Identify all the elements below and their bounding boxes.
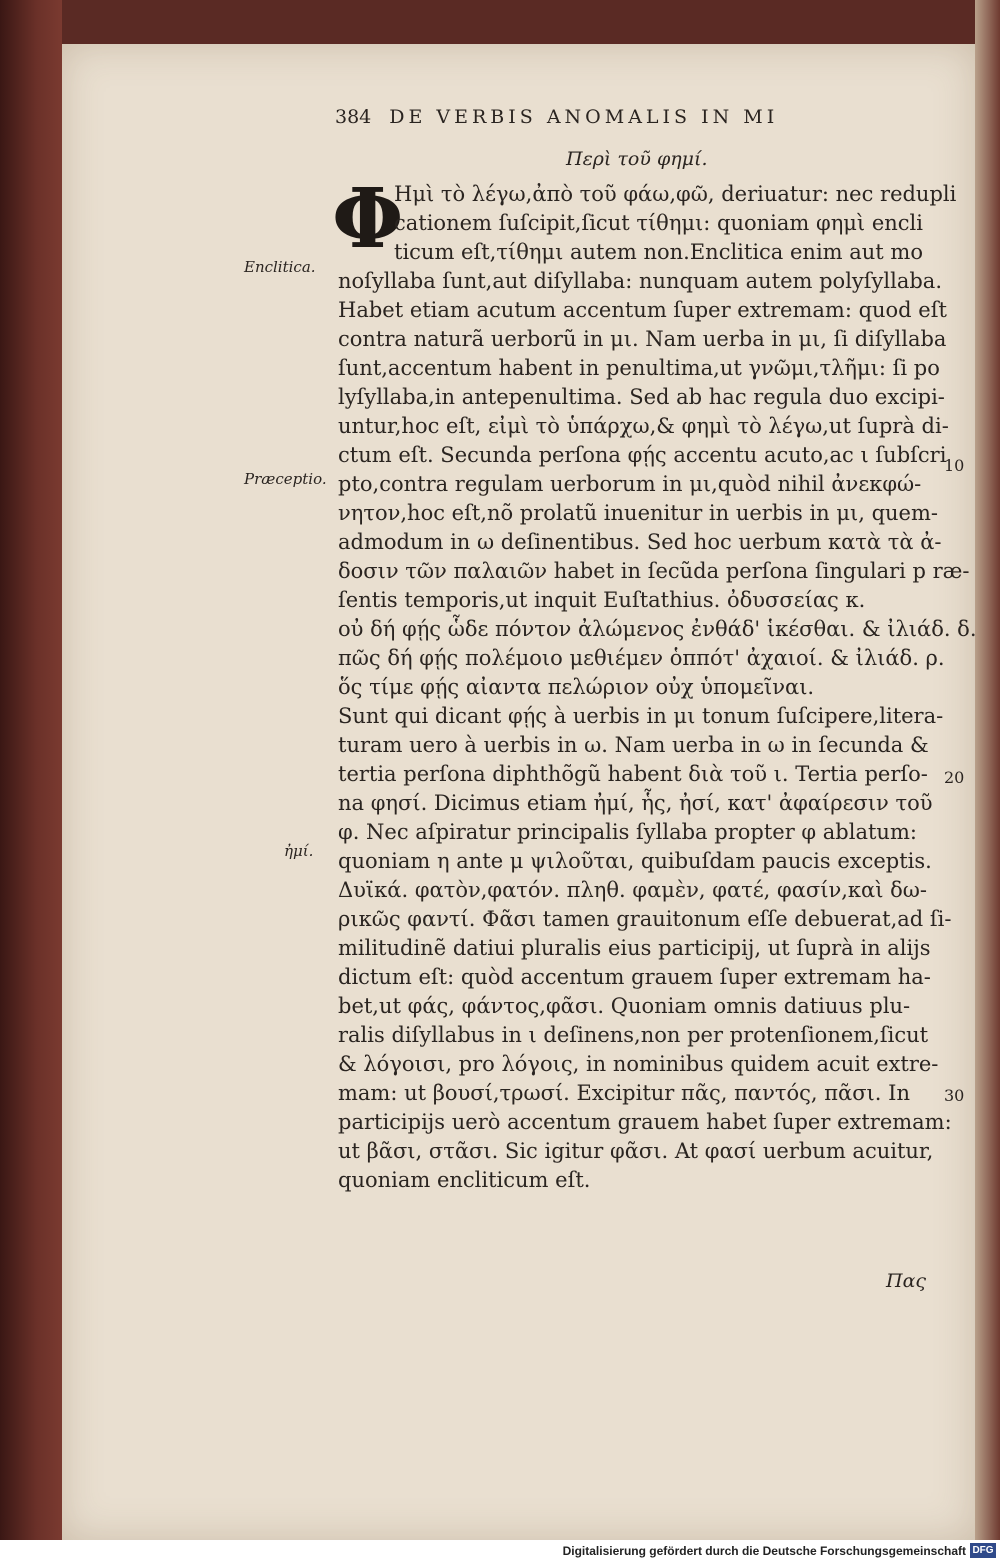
text-line: οὐ δή φῄς ὧδε πόντον ἀλώμενος ἐνθάδ' ἱκέσθαι. & ἰλιάδ. δ. bbox=[338, 617, 977, 641]
text-line: Habet etiam acutum accentum ſuper extremam: quod eſt bbox=[338, 298, 947, 322]
text-line: φ. Nec aſpiratur principalis ſyllaba propter φ ablatum: bbox=[338, 820, 917, 844]
text-line: contra naturã uerborũ in μι. Nam uerba in μι, ſi diſyllaba bbox=[338, 327, 947, 351]
text-line: ſunt,accentum habent in penultima,ut γνῶμι,τλῆμι: ſi po bbox=[338, 356, 940, 380]
page-number: 384 bbox=[335, 106, 372, 128]
text-line: cationem ſuſcipit,ſicut τίθημι: quoniam φημὶ encli bbox=[394, 211, 923, 235]
text-line: ρικῶς φαντί. Φᾶσι tamen grauitonum eſſe debuerat,ad ſi- bbox=[338, 907, 952, 931]
text-line: pto,contra regulam uerborum in μι,quòd nihil ἀνεκφώ- bbox=[338, 472, 922, 496]
text-line: ralis diſyllabus in ι deſinens,non per protenſionem,ſicut bbox=[338, 1023, 929, 1047]
line-number: 30 bbox=[944, 1086, 965, 1105]
text-line: bet,ut φάς, φάντος,φᾶσι. Quoniam omnis datiuus plu- bbox=[338, 994, 911, 1018]
section-heading: Περὶ τοῦ φημί. bbox=[566, 148, 708, 170]
text-line: δοσιν τῶν παλαιῶν habet in ſecũda perſona ſingulari p ræ- bbox=[338, 559, 970, 583]
text-line: & λόγοισι, pro λόγοις, in nominibus quidem acuit extre- bbox=[338, 1052, 939, 1076]
text-line: turam uero à uerbis in ω. Nam uerba in ω in ſecunda & bbox=[338, 733, 929, 757]
dfg-logo: DFG bbox=[970, 1543, 996, 1558]
text-line: quoniam η ante μ ψιλοῦται, quibuſdam paucis exceptis. bbox=[338, 849, 932, 873]
page-edge-right bbox=[975, 0, 1000, 1562]
line-number: 20 bbox=[944, 768, 965, 787]
text-line: πῶς δή φῄς πολέμοιο μεθιέμεν ὁππότ' ἀχαιοί. & ἰλιάδ. ρ. bbox=[338, 646, 945, 670]
drop-capital: Φ bbox=[332, 171, 404, 267]
margin-note-enclitica: Enclitica. bbox=[244, 258, 316, 276]
footer-credit: Digitalisierung gefördert durch die Deutsche Forschungsgemeinschaft bbox=[562, 1544, 966, 1558]
text-line: quoniam encliticum eſt. bbox=[338, 1168, 591, 1192]
text-line: ut βᾶσι, στᾶσι. Sic igitur φᾶσι. At φασί uerbum acuitur, bbox=[338, 1139, 934, 1163]
text-line: noſyllaba ſunt,aut diſyllaba: nunquam autem polyſyllaba. bbox=[338, 269, 942, 293]
text-line: dictum eſt: quòd accentum grauem ſuper extremam ha- bbox=[338, 965, 931, 989]
running-title: DE VERBIS ANOMALIS IN MI bbox=[389, 106, 779, 128]
text-line: Δυϊκά. φατὸν,φατόν. πληθ. φαμὲν, φατέ, φασίν,καὶ δω- bbox=[338, 878, 927, 902]
text-line: ticum eſt,τίθημι autem non.Enclitica enim aut mo bbox=[394, 240, 923, 264]
text-line: participijs uerò accentum grauem habet ſuper extremam: bbox=[338, 1110, 952, 1134]
line-number: 10 bbox=[944, 456, 965, 475]
running-header bbox=[335, 106, 855, 128]
text-line: ſentis temporis,ut inquit Euſtathius. ὀδυσσείας κ. bbox=[338, 588, 866, 612]
text-line: militudinẽ datiui pluralis eius participij, ut ſuprà in alijs bbox=[338, 936, 931, 960]
text-line: Sunt qui dicant φῄς à uerbis in μι tonum ſuſcipere,litera- bbox=[338, 704, 944, 728]
text-line: tertia perſona diphthõgũ habent διὰ τοῦ ι. Tertia perſo- bbox=[338, 762, 928, 786]
margin-note-praeceptio: Præceptio. bbox=[244, 470, 327, 488]
text-line: na φησί. Dicimus etiam ἠμί, ἧς, ἠσί, κατ' ἀφαίρεσιν τοῦ bbox=[338, 791, 933, 815]
text-line: νητον,hoc eſt,nõ prolatũ inuenitur in uerbis in μι, quem- bbox=[338, 501, 938, 525]
text-line: mam: ut βουσί,τρωσί. Excipitur πᾶς, παντός, πᾶσι. In bbox=[338, 1081, 910, 1105]
text-line: untur,hoc eſt, εἰμὶ τὸ ὑπάρχω,& φημὶ τὸ λέγω,ut ſuprà di- bbox=[338, 414, 949, 438]
page-gutter-left bbox=[0, 0, 62, 1562]
text-line: lyſyllaba,in antepenultima. Sed ab hac regula duo excipi- bbox=[338, 385, 945, 409]
text-line: ὅς τίμε φῄς αἰαντα πελώριον οὐχ ὑπομεῖναι. bbox=[338, 675, 815, 699]
text-line: ctum eſt. Secunda perſona φῄς accentu acuto,ac ι ſubſcri bbox=[338, 443, 947, 467]
text-line: Ημὶ τὸ λέγω,ἀπὸ τοῦ φάω,φῶ, deriuatur: nec redupli bbox=[394, 182, 957, 206]
margin-note-emi: ἠμί. bbox=[284, 842, 314, 860]
catchword: Πας bbox=[886, 1270, 927, 1292]
text-line: admodum in ω deſinentibus. Sed hoc uerbum κατὰ τὰ ἀ- bbox=[338, 530, 942, 554]
